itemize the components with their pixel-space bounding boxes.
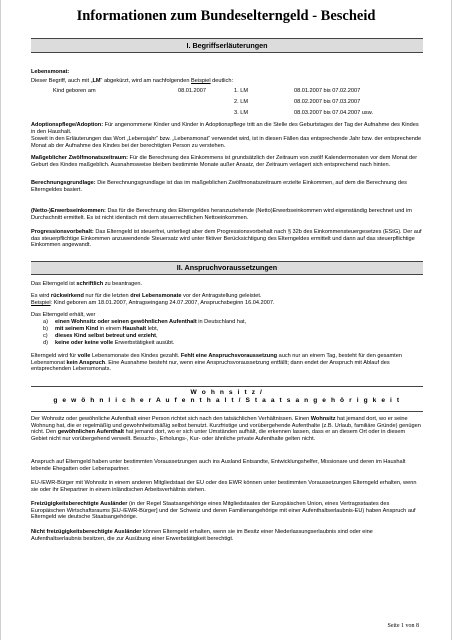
netto-paragraph: (Netto-)Erwerbseinkommen: Das für die Berechnung des Elterngeldes heranzuziehende (Netto)Erwerbseinkommen wird eigenständig berechnet und im Durchschnitt ermittelt. Es ist nicht identisch mit dem steuerrechtlichen Nettoeinkommen. — [31, 208, 412, 221]
erhaelt-line: Das Elterngeld erhält, wer — [31, 312, 96, 318]
lebensmonat-heading: Lebensmonat: — [31, 69, 70, 75]
adoption-paragraph: Adoptionspflege/Adoption: Für angenommene Kinder und Kinder in Adoptionspflege tritt an die Stelle des Geburtstages der Tag der Aufnahme des Kindes in den Haushalt. — [31, 122, 419, 135]
page-title: Informationen zum Bundeselterngeld - Bescheid — [76, 8, 376, 24]
volle-lebensmonate-paragraph: Elterngeld wird für volle Lebensmonate des Kindes gezahlt. Fehlt eine Anspruchsvoraussetzung auch nur an einem Tag, besteht für den gesamten Lebensmonat kein Anspruch. Eine Ausnahme besteht nur, wenn eine Anspruchsvoraussetzung entfällt; dann endet der Anspruch mit Ablauf des entsprechenden Lebensmonats. — [31, 353, 402, 373]
schriftlich-line: Das Elterngeld ist schriftlich zu beantragen. — [31, 281, 143, 287]
wohnsitz-header-line2: g e w ö h n l i c h e r A u f e n t h a l t / S t a a t s a n g e h ö r i g k e i t — [53, 397, 401, 404]
lm-row-1-range: 08.01.2007 bis 07.02.2007 — [294, 88, 361, 94]
wohnsitz-paragraph: Der Wohnsitz oder gewöhnliche Aufenthalt einer Person richtet sich nach den tatsächlichen Verhältnissen. Einen Wohnsitz hat jemand dort, wo er seine Wohnung hat, die er regelmäßig und gewohnheitsmäßig selbst benutzt. Kurzfristige und vorübergehende Aufenthalte (z.B. Urlaub, familiäre Gründe) genügen nicht. Den gewöhnlichen Aufenthalt hat jemand dort, wo er sich unter Umständen aufhält, die erkennen lassen, dass er an diesem Ort oder in diesem Gebiet nicht nur vorübergehend verweilt. Besuchs-, Erholungs-, Kur- oder ähnliche private Aufenthalte gelten nicht. — [31, 416, 421, 443]
wohnsitz-header — [31, 386, 423, 412]
condition-c: c) dieses Kind selbst betreut und erzieht, — [43, 333, 158, 339]
wohnsitz-header-line1: W o h n s i t z / — [190, 389, 264, 396]
lm-row-1-lm: 1. LM — [234, 88, 248, 94]
zwoelfmonat-paragraph: Maßgeblicher Zwölfmonatszeitraum: Für die Berechnung des Einkommens ist grundsätzlich der Zeitraum von zwölf Kalendermonaten vor dem Monat der Geburt des Kindes maßgeblich. Ausnahmsweise bleiben bestimmte Monate außer Ansatz, der Zeitraum verlagert sich entsprechend nach hinten. — [31, 155, 418, 168]
condition-a: a) einen Wohnsitz oder seinen gewöhnlichen Aufenthalt in Deutschland hat, — [43, 319, 247, 325]
adoption-paragraph-2: Soweit in den Erläuterungen das Wort „Lebensjahr“ bzw. „Lebensmonat“ verwendet wird, ist in diesen Fällen das entsprechende Jahr bzw. der entsprechende Monat ab der Aufnahme des Kindes bei der berechtigten Person zu verstehen. — [31, 136, 422, 149]
condition-d: d) keine oder keine volle Erwerbstätigkeit ausübt. — [43, 340, 175, 346]
section-header-begriffe: I. Begriffserläuterungen — [31, 38, 423, 53]
lm-row-3-range: 08.03.2007 bis 07.04.2007 usw. — [294, 110, 373, 116]
lm-row-3-lm: 3. LM — [234, 110, 248, 116]
lm-row-2-range: 08.02.2007 bis 07.03.2007 — [294, 99, 361, 105]
lm-row-1-date: 08.01.2007 — [178, 88, 206, 94]
freizuegig-paragraph: Freizügigkeitsberechtigte Ausländer (in der Regel Staatsangehörige eines Mitgliedstaates der Europäischen Union, eines Vertragsstaates des Europäischen Wirtschaftsraums [EU-/EWR-Bürger] und der Schweiz und deren Familienangehörige mit einer Aufenthaltserlaubnis-EU) haben Anspruch auf Elterngeld wie deutsche Staatsangehörige. — [31, 501, 416, 521]
beispiel-line: Beispiel: Kind geboren am 18.01.2007, Antragseingang 24.07.2007, Anspruchsbeginn 16.04.2007. — [31, 300, 275, 306]
progression-paragraph: Progressionsvorbehalt: Das Elterngeld ist steuerfrei, unterliegt aber dem Progressionsvorbehalt nach § 32b des Einkommensteuergesetzes (EStG). Der auf das steuerpflichtige Einkommen anzuwendende Steuersatz wird unter fiktiver Berücksichtigung des Elterngeldes ermittelt und dann auf das steuerpflichtige Einkommen angewandt. — [31, 229, 422, 249]
nicht-freizuegig-paragraph: Nicht freizügigkeitsberechtigte Ausländer können Elterngeld erhalten, wenn sie im Besitz einer Niederlassungserlaubnis sind oder eine Aufenthaltserlaubnis besitzen, die zur Ausübung einer Erwerbstätigkeit berechtigt. — [31, 529, 373, 542]
rueckwirkend-line: Es wird rückwirkend nur für die letzten drei Lebensmonate vor der Antragstellung geleistet. — [31, 293, 262, 299]
ewr-paragraph: EU-/EWR-Bürger mit Wohnsitz in einem anderen Mitgliedstaat der EU oder des EWR können unter bestimmten Voraussetzungen Elterngeld erhalten, wenn sie oder ihr Ehepartner in einem inländischen Arbeitsverhältnis stehen. — [31, 480, 417, 493]
page-number: Seite 1 von 8 — [387, 623, 419, 629]
lm-row-2-lm: 2. LM — [234, 99, 248, 105]
lm-row-1-left: Kind geboren am — [53, 88, 96, 94]
lebensmonat-intro: Dieser Begriff, auch mit „LM“ abgekürzt, wird am nachfolgenden Beispiel deutlich: — [31, 78, 233, 84]
berechnungsgrundlage-paragraph: Berechnungsgrundlage: Die Berechnungsgrundlage ist das im maßgeblichen Zwölfmonatszeitraum erzielte Einkommen, auf dem die Berechnung des Elterngeldes basiert. — [31, 180, 407, 193]
condition-b: b) mit seinem Kind in einem Haushalt lebt, — [43, 326, 159, 332]
ausland-paragraph: Anspruch auf Elterngeld haben unter bestimmten Voraussetzungen auch ins Ausland Entsandte, Entwicklungshelfer, Missionare und deren im Haushalt lebende Ehegatten oder Lebenspartner. — [31, 459, 406, 472]
section-header-anspruch: II. Anspruchvoraussetzungen — [31, 261, 423, 275]
